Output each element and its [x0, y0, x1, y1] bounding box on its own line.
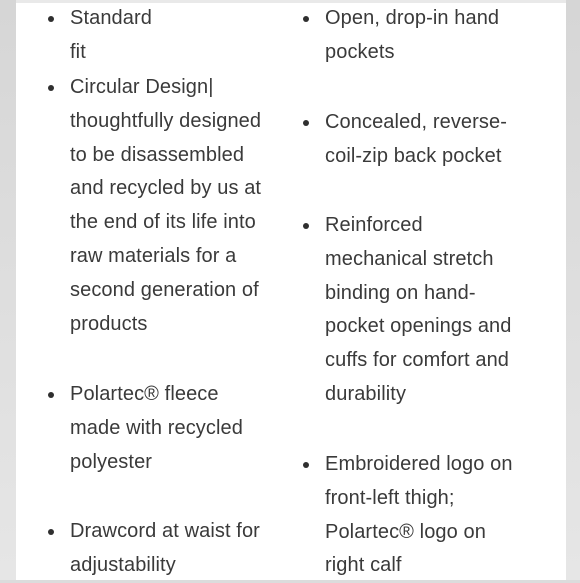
feature-text: Circular Design| thoughtfully designed to be disassembled and recycled by us at the end of its life into raw materials for a second generation of products	[70, 76, 262, 335]
feature-text: Open, drop-in hand pockets	[325, 7, 500, 63]
feature-text: Concealed, reverse- coil-zip back pocket	[325, 111, 507, 167]
feature-text: Reinforced mechanical stretch binding on hand- pocket openings and cuffs for comfort and durability	[325, 214, 512, 405]
left-edge	[0, 0, 16, 580]
bullet-icon	[303, 16, 309, 22]
feature-text: Drawcord at waist for adjustability	[70, 520, 260, 576]
bullet-icon	[48, 85, 54, 91]
bullet-icon	[48, 392, 54, 398]
feature-text: Standard fit	[70, 7, 152, 63]
bullet-icon	[303, 120, 309, 126]
bullet-icon	[303, 462, 309, 468]
feature-card	[16, 0, 566, 580]
bullet-icon	[303, 223, 309, 229]
feature-text: Embroidered logo on front-left thigh; Polartec® logo on right calf	[325, 453, 513, 577]
right-edge	[566, 0, 580, 580]
bullet-icon	[48, 16, 54, 22]
bullet-icon	[48, 529, 54, 535]
feature-text: Polartec® fleece made with recycled polyester	[70, 383, 243, 473]
